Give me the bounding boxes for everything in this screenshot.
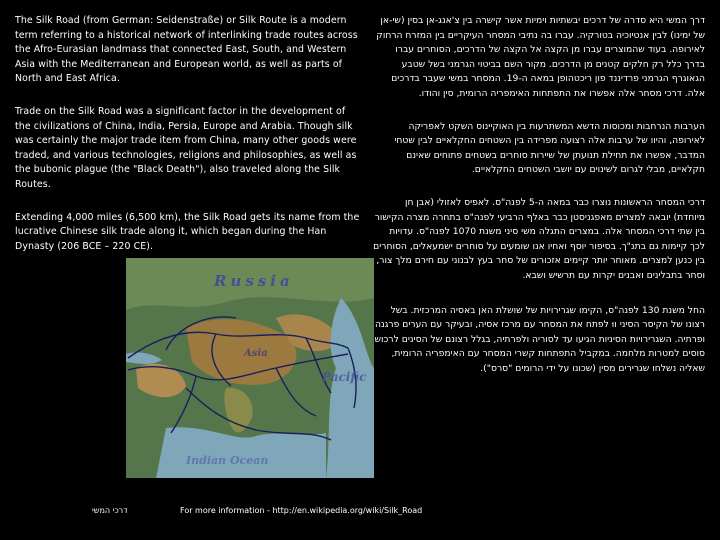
english-paragraph-3: Extending 4,000 miles (6,500 km), the Silk Road gets its name from the lucrative Chinese silk trade along it, which began during the Han Dynasty (206 BCE – 220 CE). bbox=[15, 211, 360, 252]
hebrew-text-column bbox=[372, 14, 705, 394]
hebrew-paragraph-4: החל משנת 130 לפנה"ס, הקימו שגרירויות של שושלת האן באסיה המרכזית. בשל רצונו של הקיסר הסיני ווּ לפתח את המסחר עם מרכז אסיה, ובעיקר עם הערים פרגנה ופרתיה. השגרירויות הסיניות הגיעו עד לסוריה ולפרתיה, בגלל רצונם של הסינים לרכוש סוסים למטרות מלחמה. במקביל התפתחות קשרי המסחר עם האימפריה הרומית, שאליה נשלחו שגרירים מסין (שכונו על ידי הרומים "סרס"). bbox=[374, 304, 705, 374]
hebrew-paragraph-1: דרך המשי היא סדרה של דרכים יבשתיות וימיות אשר קישרה בין צ'אנג-אן בסין (שי-אן של ימינו) לבין אנטיוכיה בטורקיה. עברו בה נתיבי המסחר העיקריים בין המזרח הרחוק לאירופה. בעוד שהמוצרים עברו מן הקצה אל הקצה של הדרכים, הסוחרים עברו בדרך כלל רק חלקים קטנים מן הדרכים. מקור השם בביטוי הגרמני בשל שטבע הגאוגרף הגרמני פרדיננד פון ריכטהופן במאה ה-19. המסחר במשי שעבר בדרכים אלה. דרכי מסחר אלה אפשרו את התפתחות האימפריה הרומית, סין והודו. bbox=[376, 15, 705, 99]
english-paragraph-2: Trade on the Silk Road was a significant factor in the development of the civilizations of China, India, Persia, Europe and Arabia. Though silk was certainly the major trade item from China, many other goods were traded, and various technologies, religions and philosophies, as well as the bubonic plague (the "Black Death"), also traveled along the Silk Routes. bbox=[15, 105, 357, 190]
map-label-indian-ocean: Indian Ocean bbox=[186, 454, 269, 467]
map-caption-hebrew: דרכי המשי bbox=[92, 506, 128, 515]
map-illustration bbox=[126, 258, 374, 478]
english-text-column bbox=[15, 14, 360, 272]
hebrew-paragraph-2: הערבות הנרחבות ומכוסות הדשא המשתרעות בין האוקיינוס השקט לאפריקה לאירופה, והיוו של ערבות אלה רצועה מפרידה בין השטחים החקלאיים לבין שטחי המדבר, אפשרו את תחילת תנועתן של שיירות סוחרים בשטחים פתוחים שאינם חקלאיים, מבלי לגרום לשינוים עם יושבי השטחים החקלאיים. bbox=[394, 120, 705, 176]
more-info-link-text[interactable]: For more information - http://en.wikipedia.org/wiki/Silk_Road bbox=[180, 506, 423, 515]
silk-road-map bbox=[126, 258, 374, 478]
hebrew-paragraph-3: דרכי המסחר הראשונות נוצרו כבר במאה ה-5 לפנה"ס. לאפיס לאזולי (אבן חן מיוחדת) יובאה למצרים מאפגניסטן כבר באלף הרביעי לפנה"ס בתחרה מצרה הקישור בין שתי דרכי המסחר אלה. במצרים התגלה משי סיני משנת 1070 לפנה"ס. עדויות לכך קיימות גם בתנ"ך. בסיפור יוסף ואחיו אנו שומעים על סוחרים ישמעאלים, הסוחרים בין כנען למצרים. מאוחר יותר קיימים אזכורים של סחר בעץ לבנוני עם חירם מלך צור, וסחר בתבלינים ואבנים יקרות עם תרשיש ושבא. bbox=[373, 196, 705, 281]
map-label-asia: Asia bbox=[244, 348, 268, 359]
map-label-russia: Russia bbox=[214, 272, 294, 290]
map-label-pacific: Pacific bbox=[322, 370, 367, 384]
english-paragraph-1: The Silk Road (from German: Seidenstraße) or Silk Route is a modern term referring to a historical network of interlinking trade routes across the Afro-Eurasian landmass that connected East, South, and Western Asia with the Mediterranean and European world, as well as parts of North and East Africa. bbox=[15, 15, 358, 85]
